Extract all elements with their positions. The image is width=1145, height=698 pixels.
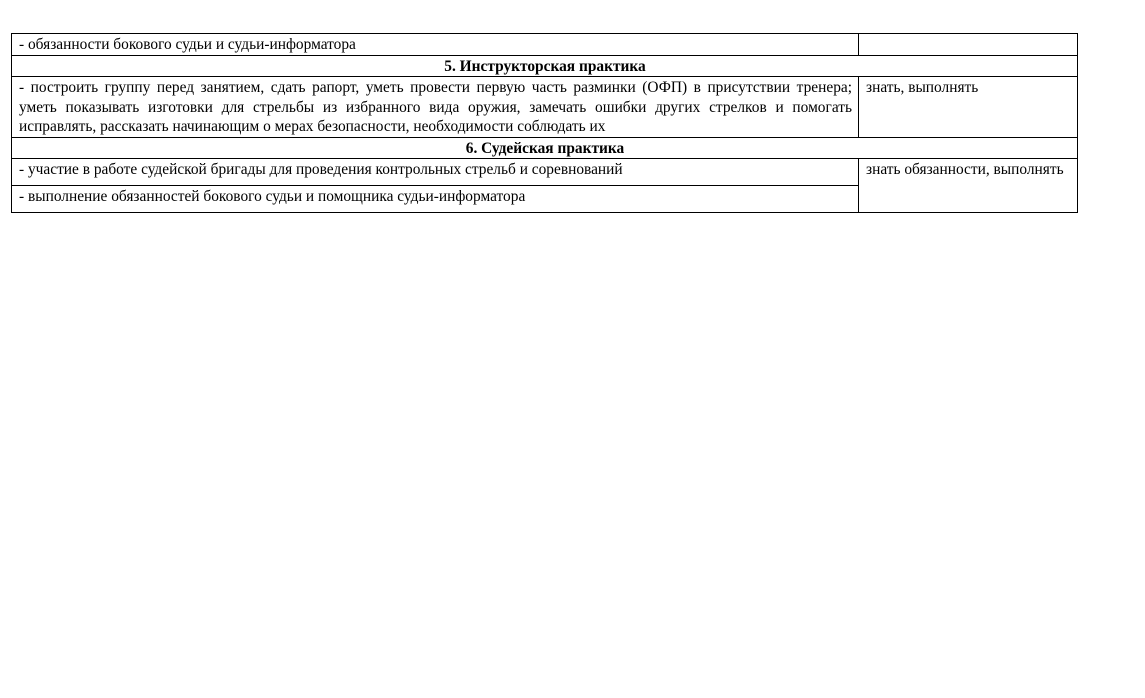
section-header-row xyxy=(12,55,1078,77)
section-header-row xyxy=(12,137,1078,159)
table-row xyxy=(12,77,1078,138)
table-row xyxy=(12,159,1078,186)
requirements-table xyxy=(11,33,1078,213)
row-description: - построить группу перед занятием, сдать рапорт, уметь провести первую часть разминки (ОФП) в присутствии тренера; уметь показывать изготовки для стрельбы из избранного вида оружия, замечать ошибки других стрелков и помогать исправлять, рассказать начинающим о мерах безопасности, необходимости соблюдать их xyxy=(12,77,859,138)
section-title-instructor-practice: 5. Инструкторская практика xyxy=(12,55,1078,77)
row-description: - выполнение обязанностей бокового судьи и помощника судьи-информатора xyxy=(12,186,859,213)
row-requirement: знать обязанности, выполнять xyxy=(859,159,1078,213)
row-requirement: знать, выполнять xyxy=(859,77,1078,138)
table-row xyxy=(12,34,1078,56)
row-description: - участие в работе судейской бригады для проведения контрольных стрельб и соревнований xyxy=(12,159,859,186)
row-requirement xyxy=(859,34,1078,56)
row-description: - обязанности бокового судьи и судьи-информатора xyxy=(12,34,859,56)
section-title-judging-practice: 6. Судейская практика xyxy=(12,137,1078,159)
